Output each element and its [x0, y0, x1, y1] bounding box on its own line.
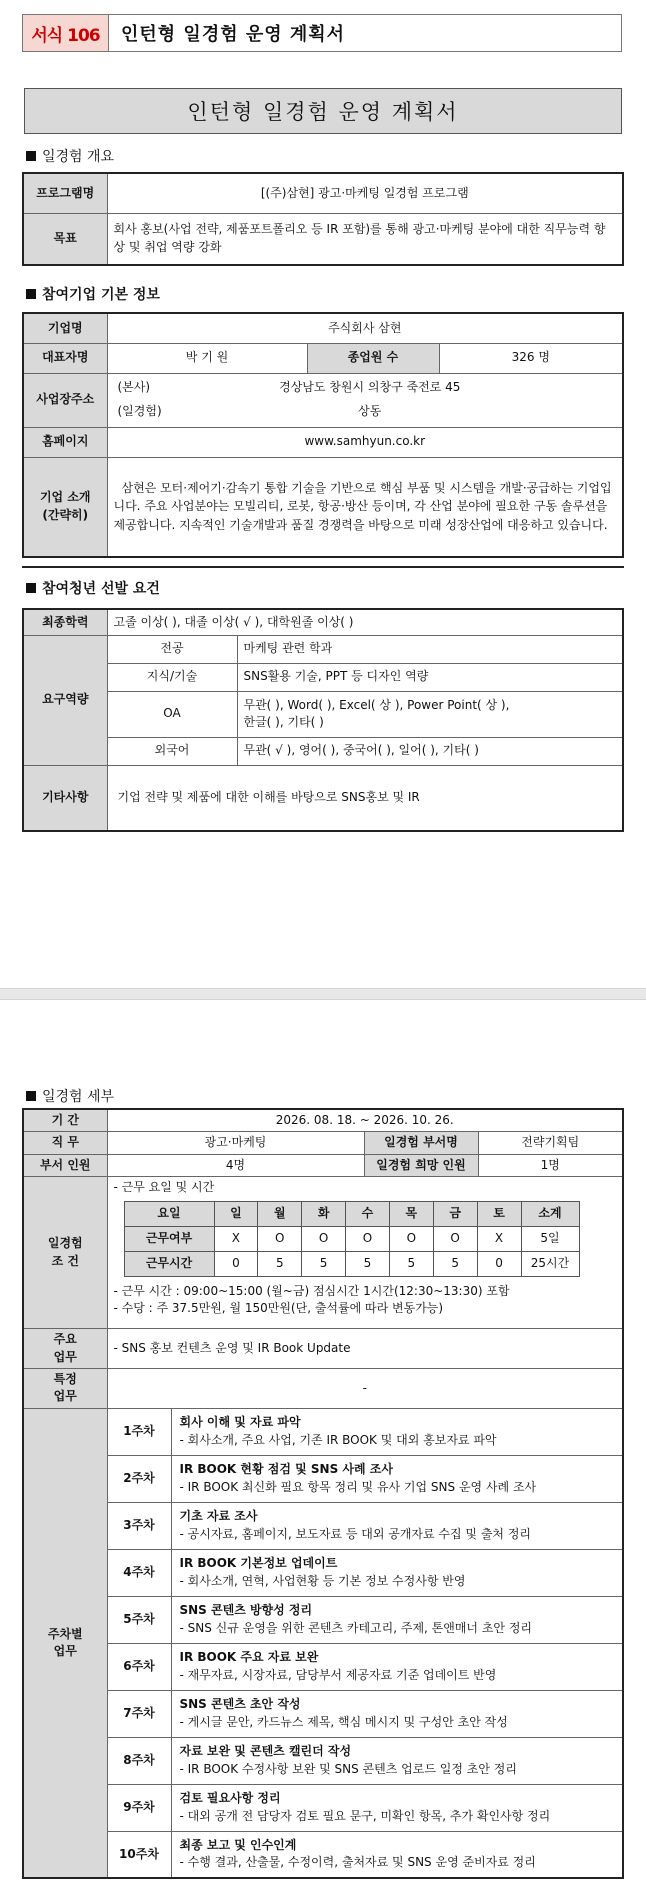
form-header: [22, 14, 622, 52]
main-duty-label-line2: 업무: [53, 1349, 77, 1364]
square-bullet-icon: [26, 583, 36, 593]
condition-label-line1: 일경험: [47, 1236, 83, 1251]
week-description: - SNS 신규 운영을 위한 콘텐츠 카테고리, 주제, 톤앤매너 초안 정리: [179, 1620, 533, 1635]
schedule-cell: 5: [389, 1251, 433, 1276]
oa-value-line2: 한글( ), 기타( ): [243, 715, 324, 729]
week-description: - 대외 공개 전 담당자 검토 필요 문구, 미확인 항목, 추가 확인사항 정리: [179, 1808, 551, 1823]
week-row: [23, 1408, 623, 1455]
period-label: 기 간: [23, 1109, 107, 1132]
schedule-header-cell: 목: [389, 1201, 433, 1226]
schedule-header-cell: 금: [433, 1201, 477, 1226]
schedule-header-cell: 수: [346, 1201, 390, 1226]
section-heading-detail: [26, 1086, 114, 1106]
week-content: [171, 1784, 623, 1831]
schedule-row-workdays: [124, 1226, 579, 1251]
week-description: - 회사소개, 주요 사업, 기존 IR BOOK 및 대외 홍보자료 파악: [179, 1432, 497, 1447]
major-label: 전공: [107, 635, 237, 663]
schedule-cell: X: [477, 1226, 521, 1251]
section-heading-selection: [26, 578, 160, 598]
week-title: SNS 콘텐츠 방향성 정리: [179, 1603, 313, 1618]
week-number: 10주차: [107, 1831, 171, 1878]
company-intro-value: 삼현은 모터·제어기·감속기 통합 기술을 기반으로 핵심 부품 및 시스템을 개발·공급하는 기업입니다. 주요 사업분야는 모빌리티, 로봇, 항공·방산 등이며, 각 산업 분야에 필요한 구동 솔루션을 제공합니다. 지속적인 기술개발과 품질 경쟁력을 바탕으로 미래 성장산업에 대응하고 있습니다.: [107, 457, 623, 557]
weekly-duty-label-line2: 업무: [53, 1643, 77, 1658]
main-duty-value: - SNS 홍보 컨텐츠 운영 및 IR Book Update: [107, 1329, 623, 1369]
dept-staff-label: 부서 인원: [23, 1154, 107, 1176]
employee-count-value: 326 명: [439, 343, 623, 373]
schedule-cell: O: [389, 1226, 433, 1251]
condition-pay: - 수당 : 주 37.5만원, 월 150만원(단, 출석률에 따라 변동가능): [113, 1300, 444, 1315]
week-title: IR BOOK 주요 자료 보완: [179, 1650, 319, 1665]
square-bullet-icon: [26, 289, 36, 299]
week-row: [23, 1784, 623, 1831]
company-intro-label-line2: (간략히): [42, 507, 89, 522]
program-name-value: [(주)삼현] 광고·마케팅 일경험 프로그램: [107, 173, 623, 213]
week-description: - IR BOOK 수정사항 보완 및 SNS 콘텐츠 업로드 일정 초안 정리: [179, 1761, 517, 1776]
address-value: [107, 373, 623, 427]
week-row: [23, 1549, 623, 1596]
dept-name-value: 전략기획팀: [478, 1132, 623, 1154]
week-content: [171, 1455, 623, 1502]
schedule-cell: 5: [346, 1251, 390, 1276]
schedule-header-cell: 토: [477, 1201, 521, 1226]
section-divider: [22, 566, 624, 568]
week-row: [23, 1831, 623, 1878]
schedule-cell: 0: [214, 1251, 258, 1276]
week-content: [171, 1643, 623, 1690]
ceo-label: 대표자명: [23, 343, 107, 373]
job-label: 직 무: [23, 1132, 107, 1154]
period-value: 2026. 08. 18. ~ 2026. 10. 26.: [107, 1109, 623, 1132]
week-content: [171, 1502, 623, 1549]
square-bullet-icon: [26, 151, 36, 161]
week-description: - 재무자료, 시장자료, 담당부서 제공자료 기준 업데이트 반영: [179, 1667, 497, 1682]
homepage-label: 홈페이지: [23, 427, 107, 457]
weekly-duty-label: [23, 1408, 107, 1878]
schedule-header-row: [124, 1201, 579, 1226]
special-duty-value: -: [107, 1368, 623, 1408]
schedule-cell: O: [346, 1226, 390, 1251]
weekly-duty-label-line1: 주차별: [47, 1626, 83, 1641]
hope-count-label: 일경험 희망 인원: [364, 1154, 478, 1176]
square-bullet-icon: [26, 1091, 36, 1101]
week-content: [171, 1737, 623, 1784]
work-schedule-table: [124, 1201, 580, 1277]
condition-label-line2: 조 건: [51, 1253, 79, 1268]
schedule-row-label: 근무시간: [124, 1251, 214, 1276]
week-content: [171, 1690, 623, 1737]
weekly-duties: [23, 1408, 623, 1878]
hq-address-value: 경상남도 창원시 의창구 죽전로 45: [279, 380, 461, 395]
company-intro-label: [23, 457, 107, 557]
week-description: - 게시글 문안, 카드뉴스 제목, 핵심 메시지 및 구성안 초안 작성: [179, 1714, 508, 1729]
schedule-cell: 5: [433, 1251, 477, 1276]
form-header-title: 인턴형 일경험 운영 계획서: [121, 24, 346, 45]
language-value: 무관( √ ), 영어( ), 중국어( ), 일어( ), 기타( ): [237, 737, 623, 765]
selection-table: [22, 608, 624, 832]
skill-value: SNS활용 기술, PPT 등 디자인 역량: [237, 663, 623, 691]
schedule-cell: 25시간: [521, 1251, 579, 1276]
week-description: - 회사소개, 연혁, 사업현황 등 기본 정보 수정사항 반영: [179, 1573, 466, 1588]
address-label: 사업장주소: [23, 373, 107, 427]
ceo-value: 박 기 원: [107, 343, 307, 373]
schedule-cell: 0: [477, 1251, 521, 1276]
main-duty-label-line1: 주요: [53, 1332, 77, 1347]
week-number: 5주차: [107, 1596, 171, 1643]
week-number: 1주차: [107, 1408, 171, 1455]
week-row: [23, 1643, 623, 1690]
site-address-value: 상동: [358, 404, 382, 419]
dept-name-label: 일경험 부서명: [364, 1132, 478, 1154]
special-duty-label-line2: 업무: [53, 1389, 77, 1404]
condition-intro: - 근무 요일 및 시간: [113, 1180, 215, 1195]
page-break-gap: [0, 988, 646, 1000]
week-content: [171, 1596, 623, 1643]
section-heading-company: [26, 284, 160, 304]
etc-label: 기타사항: [23, 765, 107, 831]
company-intro-label-line1: 기업 소개: [39, 490, 91, 505]
week-number: 2주차: [107, 1455, 171, 1502]
week-number: 8주차: [107, 1737, 171, 1784]
main-duty-label: [23, 1329, 107, 1369]
company-info-table: [22, 312, 624, 558]
schedule-header-cell: 일: [214, 1201, 258, 1226]
company-name-label: 기업명: [23, 313, 107, 343]
employee-count-label: 종업원 수: [307, 343, 439, 373]
schedule-row-hours: [124, 1251, 579, 1276]
week-number: 7주차: [107, 1690, 171, 1737]
schedule-header-cell: 화: [302, 1201, 346, 1226]
language-label: 외국어: [107, 737, 237, 765]
week-row: [23, 1690, 623, 1737]
condition-value: [107, 1177, 623, 1329]
job-value: 광고·마케팅: [107, 1132, 364, 1154]
week-number: 6주차: [107, 1643, 171, 1690]
section-heading-text: 일경험 세부: [42, 1089, 115, 1105]
goal-label: 목표: [23, 213, 107, 265]
special-duty-label-line1: 특정: [53, 1371, 77, 1386]
oa-label: OA: [107, 691, 237, 737]
hope-count-value: 1명: [478, 1154, 623, 1176]
oa-value: [237, 691, 623, 737]
condition-time: - 근무 시간 : 09:00~15:00 (월~금) 점심시간 1시간(12:30~13:30) 포함: [113, 1283, 510, 1298]
week-title: IR BOOK 기본정보 업데이트: [179, 1556, 338, 1571]
week-title: 기초 자료 조사: [179, 1509, 258, 1524]
week-row: [23, 1455, 623, 1502]
schedule-header-cell: 요일: [124, 1201, 214, 1226]
section-heading-text: 참여청년 선발 요건: [42, 581, 160, 597]
form-number-badge: 서식 106: [23, 15, 109, 51]
homepage-value: www.samhyun.co.kr: [107, 427, 623, 457]
overview-table: [22, 172, 624, 266]
schedule-header-cell: 소계: [521, 1201, 579, 1226]
week-title: SNS 콘텐츠 초안 작성: [179, 1697, 301, 1712]
week-title: 검토 필요사항 정리: [179, 1791, 281, 1806]
section-heading-text: 참여기업 기본 정보: [42, 287, 160, 303]
week-description: - IR BOOK 최신화 필요 항목 정리 및 유사 기업 SNS 운영 사례 조사: [179, 1479, 537, 1494]
week-row: [23, 1737, 623, 1784]
oa-value-line1: 무관( ), Word( ), Excel( 상 ), Power Point( 상 ),: [243, 697, 510, 712]
week-description: - 수행 결과, 산출물, 수정이력, 출처자료 및 SNS 운영 준비자료 정리: [179, 1855, 536, 1870]
section-heading-overview: [26, 146, 114, 166]
education-label: 최종학력: [23, 609, 107, 635]
hq-address-label: (본사): [117, 380, 151, 395]
week-title: IR BOOK 현황 점검 및 SNS 사례 조사: [179, 1462, 393, 1477]
week-number: 9주차: [107, 1784, 171, 1831]
company-name-value: 주식회사 삼현: [107, 313, 623, 343]
document-title: 인턴형 일경험 운영 계획서: [24, 88, 622, 134]
schedule-cell: 5: [258, 1251, 302, 1276]
schedule-cell: O: [258, 1226, 302, 1251]
goal-value: 회사 홍보(사업 전략, 제품포트폴리오 등 IR 포함)를 통해 광고·마케팅 분야에 대한 직무능력 향상 및 취업 역량 강화: [107, 213, 623, 265]
education-value: 고졸 이상( ), 대졸 이상( √ ), 대학원졸 이상( ): [107, 609, 623, 635]
site-address-label: (일경험): [117, 404, 162, 419]
dept-staff-value: 4명: [107, 1154, 364, 1176]
week-description: - 공시자료, 홈페이지, 보도자료 등 대외 공개자료 수집 및 출처 정리: [179, 1526, 531, 1541]
schedule-cell: 5일: [521, 1226, 579, 1251]
condition-label: [23, 1177, 107, 1329]
major-value: 마케팅 관련 학과: [237, 635, 623, 663]
week-row: [23, 1596, 623, 1643]
page-two: [0, 1000, 646, 1886]
etc-value: 기업 전략 및 제품에 대한 이해를 바탕으로 SNS홍보 및 IR: [107, 765, 623, 831]
special-duty-label: [23, 1368, 107, 1408]
week-title: 최종 보고 및 인수인계: [179, 1838, 297, 1853]
schedule-header-cell: 월: [258, 1201, 302, 1226]
week-title: 자료 보완 및 콘텐츠 캘린더 작성: [179, 1744, 352, 1759]
program-name-label: 프로그램명: [23, 173, 107, 213]
competency-label: 요구역량: [23, 635, 107, 765]
week-content: [171, 1831, 623, 1878]
week-number: 3주차: [107, 1502, 171, 1549]
week-row: [23, 1502, 623, 1549]
detail-table: [22, 1108, 624, 1879]
week-number: 4주차: [107, 1549, 171, 1596]
week-content: [171, 1408, 623, 1455]
section-heading-text: 일경험 개요: [42, 149, 115, 165]
schedule-cell: O: [302, 1226, 346, 1251]
schedule-cell: 5: [302, 1251, 346, 1276]
week-title: 회사 이해 및 자료 파악: [179, 1415, 301, 1430]
schedule-cell: O: [433, 1226, 477, 1251]
schedule-cell: X: [214, 1226, 258, 1251]
week-content: [171, 1549, 623, 1596]
skill-label: 지식/기술: [107, 663, 237, 691]
schedule-row-label: 근무여부: [124, 1226, 214, 1251]
